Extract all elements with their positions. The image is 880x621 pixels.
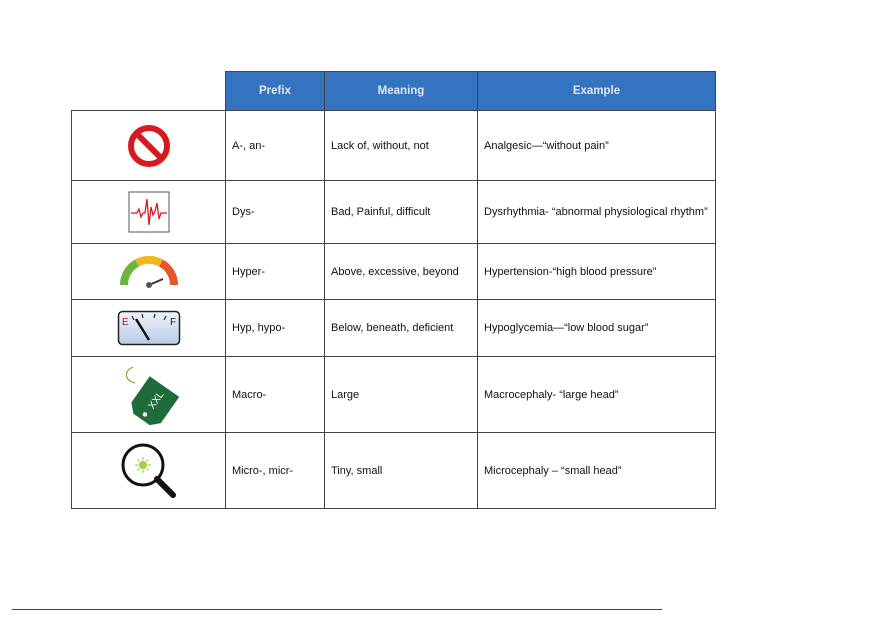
gauge-high-icon: [119, 255, 179, 289]
prefix-cell: Dys-: [226, 181, 325, 244]
meaning-cell: Bad, Painful, difficult: [325, 181, 478, 244]
header-example: Example: [478, 72, 716, 111]
icon-cell: [72, 111, 226, 181]
prefix-cell: A-, an-: [226, 111, 325, 181]
meaning-cell: Below, beneath, deficient: [325, 300, 478, 357]
footer-divider: [12, 609, 662, 610]
gauge-empty-label: E: [121, 317, 129, 328]
xxl-tag-icon: [119, 363, 179, 427]
example-cell: Dysrhythmia- “abnormal physiological rhythm”: [478, 181, 716, 244]
example-cell: Hypertension-“high blood pressure”: [478, 244, 716, 300]
prefix-cell: Hyper-: [226, 244, 325, 300]
ecg-waveform-icon: [128, 191, 170, 233]
gauge-full-label: F: [169, 317, 176, 328]
prefix-table: [71, 71, 716, 509]
icon-cell: [72, 433, 226, 509]
example-cell: Macrocephaly- “large head”: [478, 357, 716, 433]
meaning-cell: Lack of, without, not: [325, 111, 478, 181]
table-row: [72, 111, 716, 181]
icon-cell: [72, 357, 226, 433]
icon-cell: [72, 181, 226, 244]
header-blank-cell: [72, 72, 226, 111]
meaning-cell: Above, excessive, beyond: [325, 244, 478, 300]
prefix-cell: Micro-, micr-: [226, 433, 325, 509]
header-meaning: Meaning: [325, 72, 478, 111]
example-cell: Hypoglycemia—“low blood sugar”: [478, 300, 716, 357]
magnifying-glass-icon: [119, 441, 179, 501]
icon-cell: [72, 244, 226, 300]
table-row: [72, 244, 716, 300]
table-row: [72, 433, 716, 509]
meaning-cell: Large: [325, 357, 478, 433]
fuel-gauge-low-icon: [117, 310, 181, 346]
example-cell: Analgesic—“without pain”: [478, 111, 716, 181]
table-header-row: [72, 72, 716, 111]
prefix-cell: Hyp, hypo-: [226, 300, 325, 357]
table-row: [72, 357, 716, 433]
table-row: [72, 300, 716, 357]
header-prefix: Prefix: [226, 72, 325, 111]
prefix-cell: Macro-: [226, 357, 325, 433]
prohibited-icon: [126, 123, 172, 169]
icon-cell: [72, 300, 226, 357]
example-cell: Microcephaly – “small head”: [478, 433, 716, 509]
tag-label: XXL: [146, 389, 166, 411]
table-row: [72, 181, 716, 244]
meaning-cell: Tiny, small: [325, 433, 478, 509]
